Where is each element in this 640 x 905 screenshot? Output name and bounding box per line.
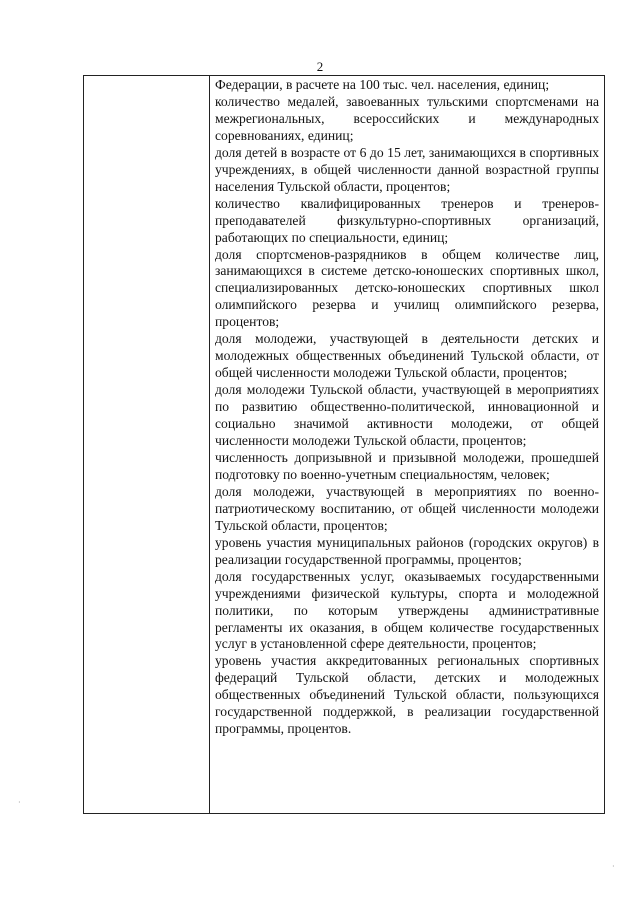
indicator-item: доля государственных услуг, оказываемых государственными учреждениями физической культуры, спорта и молодежной политики, по которым утверждены административные регламенты их оказания, в общем количестве государственных услуг в установленной сфере деятельности, процентов;	[215, 568, 599, 652]
indicator-item: доля детей в возрасте от 6 до 15 лет, занимающихся в спортивных учреждениях, в общей численности данной возрастной группы населения Тульской области, процентов;	[215, 144, 599, 194]
scan-mark: ·	[612, 862, 615, 871]
indicator-item: Федерации, в расчете на 100 тыс. чел. населения, единиц;	[215, 77, 550, 92]
scan-mark: ·	[18, 798, 21, 807]
page-number: 2	[316, 59, 324, 74]
indicator-item: количество квалифицированных тренеров и тренеров-преподавателей физкультурно-спортивных организаций, работающих по специальности, единиц;	[215, 195, 599, 245]
indicator-item: численность допризывной и призывной молодежи, прошедшей подготовку по военно-учетным специальностям, человек;	[215, 449, 599, 482]
indicator-item: доля молодежи Тульской области, участвующей в мероприятиях по развитию общественно-политической, инновационной и социально значимой активности молодежи, от общей численности молодежи Тульской области, процентов;	[215, 382, 599, 449]
table-left-cell	[84, 76, 210, 813]
indicator-item: доля молодежи, участвующей в деятельности детских и молодежных общественных объединений Тульской области, от общей численности молодежи Тульской области, процентов;	[215, 331, 599, 381]
table-right-cell	[210, 76, 604, 813]
indicator-item: доля спортсменов-разрядников в общем количестве лиц, занимающихся в системе детско-юношеских спортивных школ, специализированных детско-юношеских спортивных школ олимпийского резерва и училищ олимпийского резерва, процентов;	[215, 246, 599, 330]
indicator-item: уровень участия муниципальных районов (городских округов) в реализации государственной программы, процентов;	[215, 534, 599, 567]
indicator-item: количество медалей, завоеванных тульскими спортсменами на межрегиональных, всероссийских и международных соревнованиях, единиц;	[215, 93, 599, 143]
indicators-table	[83, 75, 605, 814]
indicator-item: уровень участия аккредитованных региональных спортивных федераций Тульской области, детских и молодежных общественных объединений Тульской области, пользующихся государственной поддержкой, в реализации государственной программы, процентов.	[215, 653, 599, 737]
indicator-item: доля молодежи, участвующей в мероприятиях по военно-патриотическому воспитанию, от общей численности молодежи Тульской области, процентов;	[215, 483, 599, 533]
